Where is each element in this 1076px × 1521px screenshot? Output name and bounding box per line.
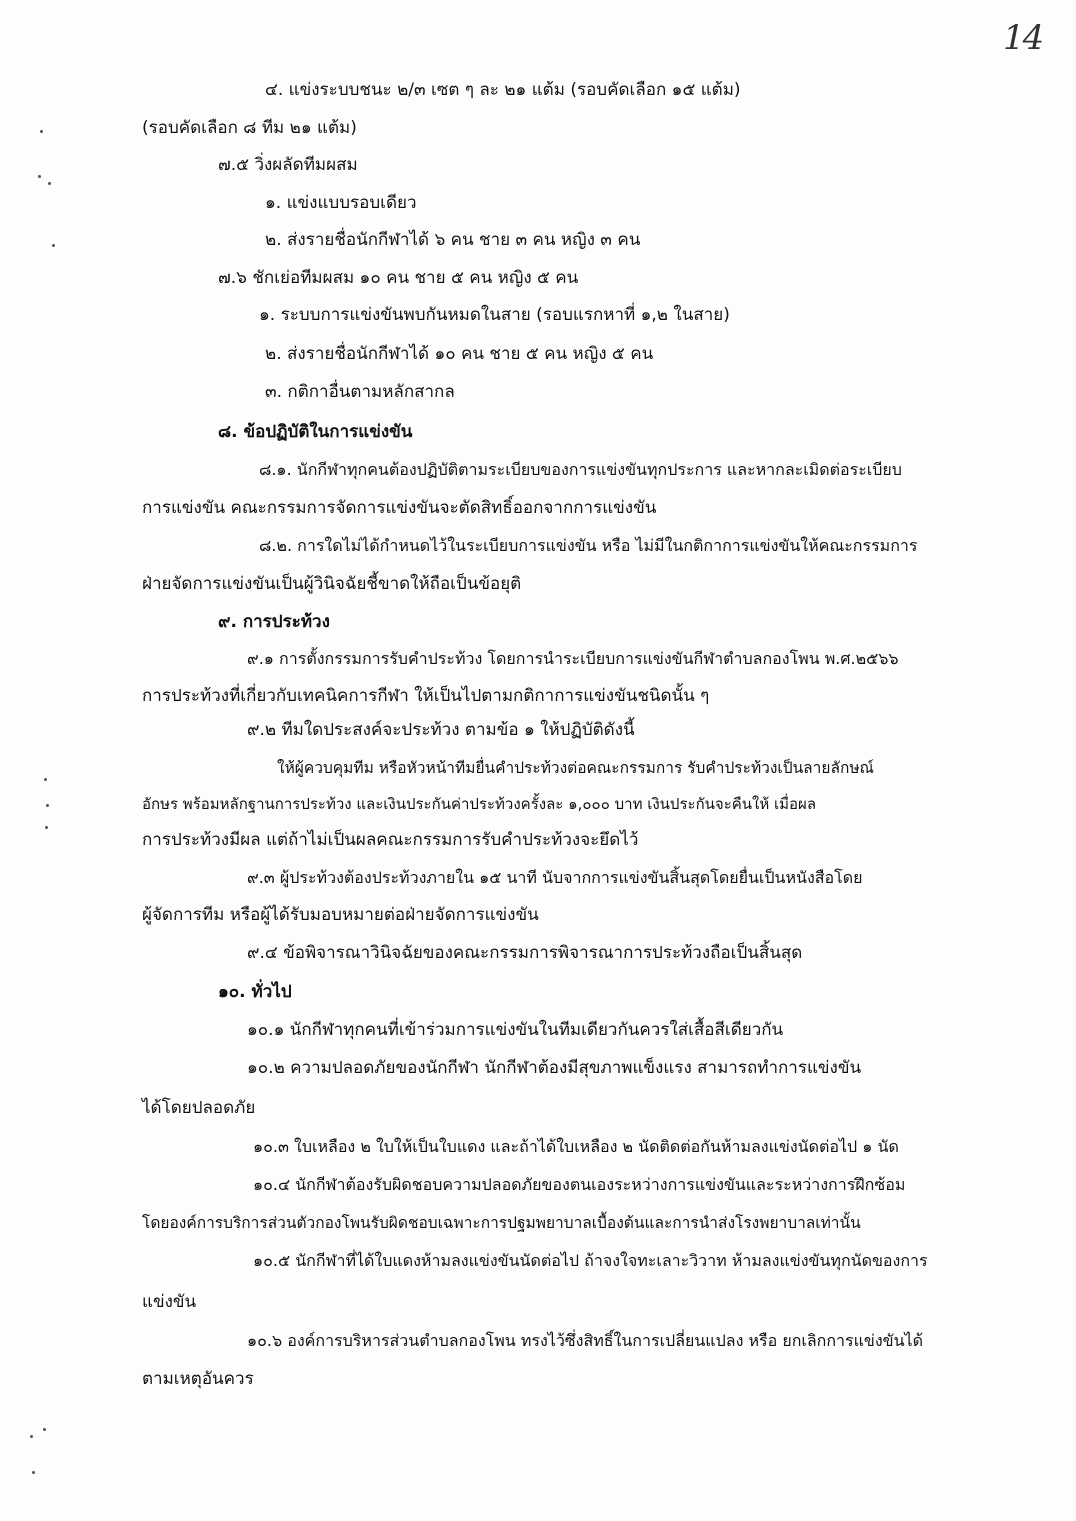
- scan-speck: [46, 804, 49, 807]
- text-line: ๗.๖ ชักเย่อทีมผสม ๑๐ คน ชาย ๕ คน หญิง ๕ คน: [218, 268, 579, 288]
- text-line: ๘.๒. การใดไม่ได้กำหนดไว้ในระเบียบการแข่งขัน หรือ ไม่มีในกติกาการแข่งขันให้คณะกรรมการ: [259, 536, 918, 555]
- text-line: การประท้วงมีผล แต่ถ้าไม่เป็นผลคณะกรรมการรับคำประท้วงจะยึดไว้: [142, 830, 639, 850]
- scan-speck: [43, 1428, 46, 1431]
- scan-speck: [52, 244, 55, 247]
- text-line: ๙.๔ ข้อพิจารณาวินิจฉัยของคณะกรรมการพิจารณาการประท้วงถือเป็นสิ้นสุด: [247, 943, 803, 963]
- text-line: ๑๐.๖ องค์การบริหารส่วนตำบลกองโพน ทรงไว้ซึ่งสิทธิ์ในการเปลี่ยนแปลง หรือ ยกเลิกการแข่งขันได้: [247, 1331, 923, 1350]
- text-line: ๙.๑ การตั้งกรรมการรับคำประท้วง โดยการนำระเบียบการแข่งขันกีฬาตำบลกองโพน พ.ศ.๒๕๖๖: [247, 649, 899, 668]
- text-line: ๗.๕ วิ่งผลัดทีมผสม: [218, 155, 358, 175]
- section-heading: ๘. ข้อปฏิบัติในการแข่งขัน: [218, 422, 413, 442]
- text-line: ได้โดยปลอดภัย: [142, 1098, 256, 1118]
- scan-speck: [30, 1435, 33, 1438]
- scan-speck: [38, 175, 41, 178]
- section-heading: ๙. การประท้วง: [218, 612, 330, 632]
- section-heading: ๑๐. ทั่วไป: [218, 982, 292, 1002]
- text-line: ตามเหตุอันควร: [142, 1369, 254, 1389]
- text-line: ฝ่ายจัดการแข่งขันเป็นผู้วินิจฉัยชี้ขาดให้ถือเป็นข้อยุติ: [142, 574, 522, 594]
- text-line: อักษร พร้อมหลักฐานการประท้วง และเงินประกันค่าประท้วงครั้งละ ๑,๐๐๐ บาท เงินประกันจะคืนให้ เมื่อผล: [142, 795, 817, 813]
- text-line: ๙.๒ ทีมใดประสงค์จะประท้วง ตามข้อ ๑ ให้ปฏิบัติดังนี้: [247, 720, 635, 740]
- text-line: แข่งขัน: [142, 1292, 197, 1312]
- text-line: ๒. ส่งรายชื่อนักกีฬาได้ ๖ คน ชาย ๓ คน หญิง ๓ คน: [265, 230, 641, 250]
- scan-speck: [44, 778, 47, 781]
- page-number: 14: [1003, 18, 1043, 58]
- text-line: ผู้จัดการทีม หรือผู้ได้รับมอบหมายต่อฝ่ายจัดการแข่งขัน: [142, 905, 539, 925]
- scan-speck: [45, 826, 48, 829]
- scan-speck: [32, 1471, 35, 1474]
- scan-speck: [40, 130, 43, 133]
- text-line: การแข่งขัน คณะกรรมการจัดการแข่งขันจะตัดสิทธิ์ออกจากการแข่งขัน: [142, 498, 657, 518]
- text-line: (รอบคัดเลือก ๘ ทีม ๒๑ แต้ม): [142, 118, 357, 138]
- text-line: ๑. แข่งแบบรอบเดียว: [265, 193, 417, 213]
- scan-speck: [48, 182, 51, 185]
- text-line: ให้ผู้ควบคุมทีม หรือหัวหน้าทีมยื่นคำประท้วงต่อคณะกรรมการ รับคำประท้วงเป็นลายลักษณ์: [277, 759, 874, 777]
- text-line: ๑๐.๔ นักกีฬาต้องรับผิดชอบความปลอดภัยของตนเองระหว่างการแข่งขันและระหว่างการฝึกซ้อม: [253, 1175, 906, 1194]
- text-line: ๑๐.๓ ใบเหลือง ๒ ใบให้เป็นใบแดง และถ้าได้ใบเหลือง ๒ นัดติดต่อกันห้ามลงแข่งนัดต่อไป ๑ นัด: [253, 1137, 899, 1156]
- text-line: ๑. ระบบการแข่งขันพบกันหมดในสาย (รอบแรกหาที่ ๑,๒ ในสาย): [259, 305, 730, 325]
- text-line: ๑๐.๕ นักกีฬาที่ได้ใบแดงห้ามลงแข่งขันนัดต่อไป ถ้าจงใจทะเลาะวิวาท ห้ามลงแข่งขันทุกนัดของการ: [253, 1251, 928, 1270]
- text-line: ๒. ส่งรายชื่อนักกีฬาได้ ๑๐ คน ชาย ๕ คน หญิง ๕ คน: [265, 344, 654, 364]
- text-line: โดยองค์การบริการส่วนตัวกองโพนรับผิดชอบเฉพาะการปฐมพยาบาลเบื้องต้นและการนำส่งโรงพยาบาลเท่านั้น: [142, 1214, 861, 1232]
- text-line: ๑๐.๒ ความปลอดภัยของนักกีฬา นักกีฬาต้องมีสุขภาพแข็งแรง สามารถทำการแข่งขัน: [247, 1058, 862, 1078]
- text-line: ๓. กติกาอื่นตามหลักสากล: [265, 382, 455, 402]
- text-line: ๑๐.๑ นักกีฬาทุกคนที่เข้าร่วมการแข่งขันในทีมเดียวกันควรใส่เสื้อสีเดียวกัน: [247, 1020, 784, 1040]
- text-line: การประท้วงที่เกี่ยวกับเทคนิคการกีฬา ให้เป็นไปตามกติกาการแข่งขันชนิดนั้น ๆ: [142, 686, 710, 706]
- text-line: ๔. แข่งระบบชนะ ๒/๓ เซต ๆ ละ ๒๑ แต้ม (รอบคัดเลือก ๑๕ แต้ม): [265, 80, 741, 100]
- text-line: ๙.๓ ผู้ประท้วงต้องประท้วงภายใน ๑๕ นาที นับจากการแข่งขันสิ้นสุดโดยยื่นเป็นหนังสือโดย: [247, 868, 863, 887]
- text-line: ๘.๑. นักกีฬาทุกคนต้องปฏิบัติตามระเบียบของการแข่งขันทุกประการ และหากละเมิดต่อระเบียบ: [259, 460, 902, 479]
